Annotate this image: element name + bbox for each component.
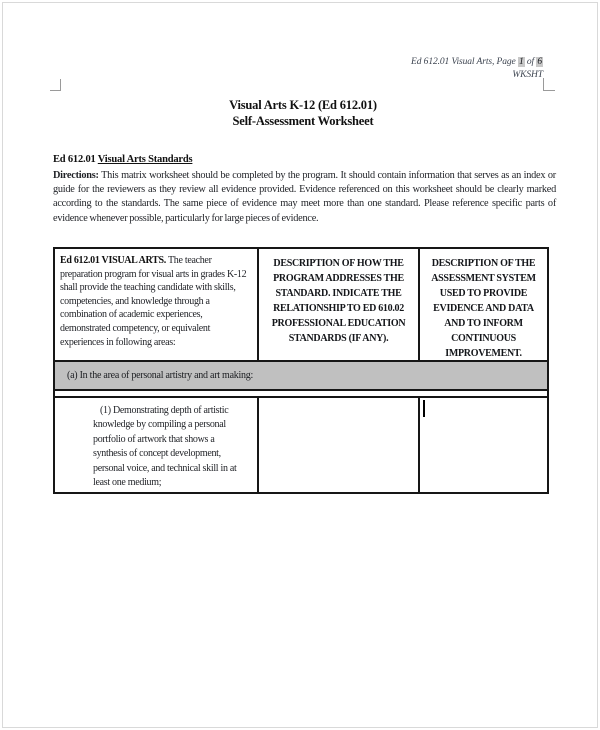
item-1-text: (1) Demonstrating depth of artistic knowledge by compiling a personal portfolio of artwork that shows a synthesis of concept development, personal voice, and technical skill in at least one medium;: [93, 405, 237, 489]
item-1-standard-cell[interactable]: [55, 398, 257, 492]
spacer-row: [55, 389, 547, 396]
item-1-program-description-cell[interactable]: [257, 398, 418, 492]
directions-text: This matrix worksheet should be completed by the program. It should contain information that serves as an index or guide for the reviewers as they review all evidence provided. Evidence referenced on this worksheet should be clearly marked according to the standards. The same piece of evidence may meet more than one standard. Please reference specific parts of evidence whenever possible, particularly for large pieces of evidence.: [53, 170, 556, 224]
document-title: [3, 97, 600, 129]
running-header-line2: WKSHT: [512, 70, 543, 80]
standard-description: The teacher preparation program for visual arts in grades K-12 shall provide the teaching candidate with skills, competencies, and knowledge through a combination of academic experiences, demonstrated competency, or equivalent experiences in following areas:: [60, 255, 247, 348]
section-a-label: (a) In the area of personal artistry and art making:: [67, 370, 254, 381]
page-number-field: 1: [518, 57, 524, 67]
header-of-text: of: [524, 57, 537, 67]
document-page: [2, 2, 598, 728]
running-header: [411, 56, 543, 82]
document-title-line1: Visual Arts K-12 (Ed 612.01): [229, 98, 377, 112]
total-pages-field: 6: [537, 57, 542, 67]
standards-heading: [53, 154, 192, 165]
directions-label: Directions:: [53, 170, 99, 181]
standards-code: Ed 612.01: [53, 154, 98, 165]
document-title-line2: Self-Assessment Worksheet: [232, 114, 374, 128]
item-1-row: [55, 396, 547, 492]
margin-crop-mark-top-right: [543, 78, 555, 91]
running-header-line1: [411, 56, 543, 69]
text-cursor: [423, 400, 425, 417]
table-header-row: [55, 249, 547, 360]
header-cell-program-description[interactable]: DESCRIPTION OF HOW THE PROGRAM ADDRESSES THE STANDARD. INDICATE THE RELATIONSHIP TO ED 610.02 PROFESSIONAL EDUCATION STANDARDS (IF ANY).: [257, 249, 418, 360]
header-cell-assessment-system[interactable]: DESCRIPTION OF THE ASSESSMENT SYSTEM USED TO PROVIDE EVIDENCE AND DATA AND TO INFORM CONTINUOUS IMPROVEMENT.: [418, 249, 547, 360]
header-doc-reference: Ed 612.01 Visual Arts, Page: [411, 57, 518, 67]
directions-paragraph: [53, 169, 556, 226]
standards-title: Visual Arts Standards: [97, 154, 193, 165]
section-a-row[interactable]: [55, 360, 547, 389]
standard-code-bold: Ed 612.01 VISUAL ARTS.: [60, 255, 166, 266]
worksheet-table: [53, 247, 549, 494]
item-1-assessment-cell[interactable]: [418, 398, 547, 492]
header-cell-standard[interactable]: [55, 249, 257, 360]
margin-crop-mark-top-left: [50, 79, 61, 91]
